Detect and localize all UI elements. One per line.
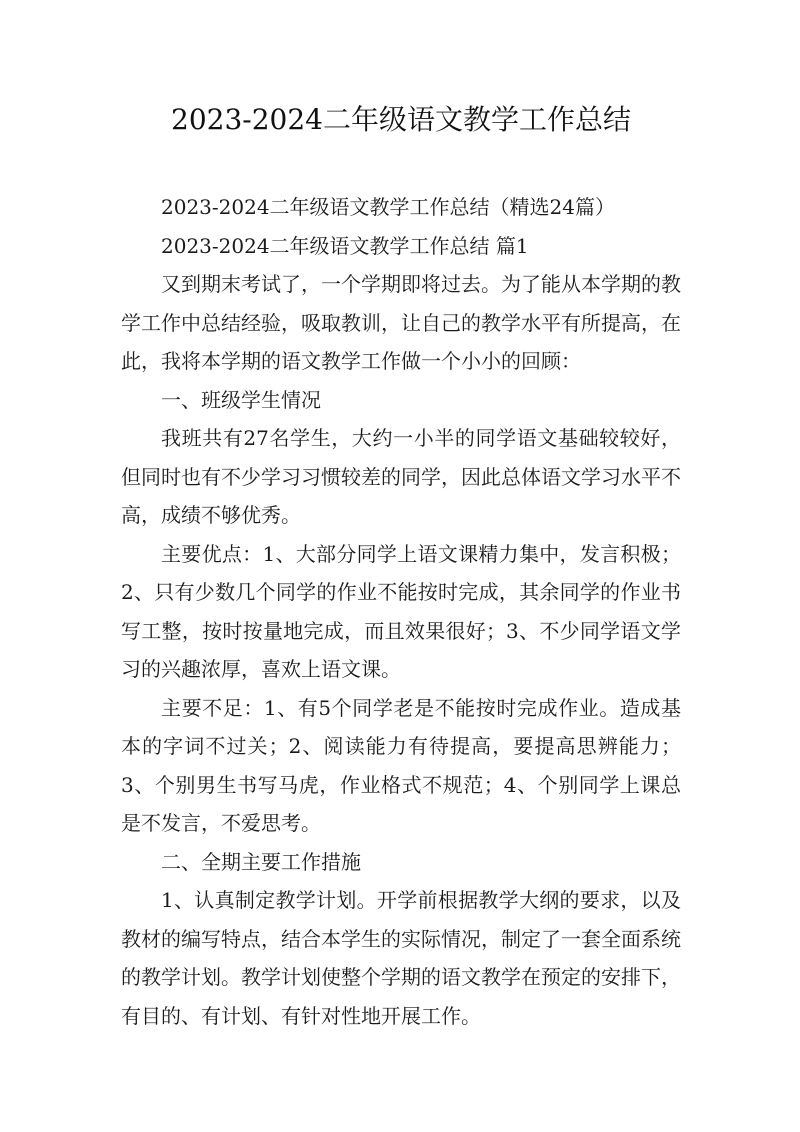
section-heading-paragraph: 2023-2024二年级语文教学工作总结 篇1 (161, 233, 529, 258)
body-paragraph: 1、认真制定教学计划。开学前根据教学大纲的要求，以及教材的编写特点，结合本学生的实际情况，制定了一套全面系统的教学计划。教学计划使整个学期的语文教学在预定的安排下，有目的、有计划、有针对性地开展工作。 (121, 888, 681, 1028)
section-heading-paragraph: 一、班级学生情况 (161, 387, 321, 412)
body-paragraph: 又到期末考试了，一个学期即将过去。为了能从本学期的教学工作中总结经验，吸取教训，让自己的教学水平有所提高，在此，我将本学期的语文教学工作做一个小小的回顾： (121, 272, 681, 373)
document-body (121, 188, 681, 1035)
body-paragraph: 我班共有27名学生，大约一小半的同学语文基础较较好，但同时也有不少学习习惯较差的同学，因此总体语文学习水平不高，成绩不够优秀。 (121, 426, 681, 527)
subtitle-paragraph: 2023-2024二年级语文教学工作总结（精选24篇） (161, 195, 616, 219)
body-paragraph: 主要优点：1、大部分同学上语文课精力集中，发言积极；2、只有少数几个同学的作业不能按时完成，其余同学的作业书写工整，按时按量地完成，而且效果很好；3、不少同学语文学习的兴趣浓厚，喜欢上语文课。 (121, 541, 681, 681)
document-page (121, 96, 681, 1035)
section-heading-paragraph: 二、全期主要工作措施 (161, 849, 361, 874)
body-paragraph: 主要不足：1、有5个同学老是不能按时完成作业。造成基本的字词不过关；2、阅读能力有待提高，要提高思辨能力；3、个别男生书写马虎，作业格式不规范；4、个别同学上课总是不发言，不爱思考。 (121, 695, 681, 835)
document-title: 2023-2024二年级语文教学工作总结 (171, 103, 631, 136)
